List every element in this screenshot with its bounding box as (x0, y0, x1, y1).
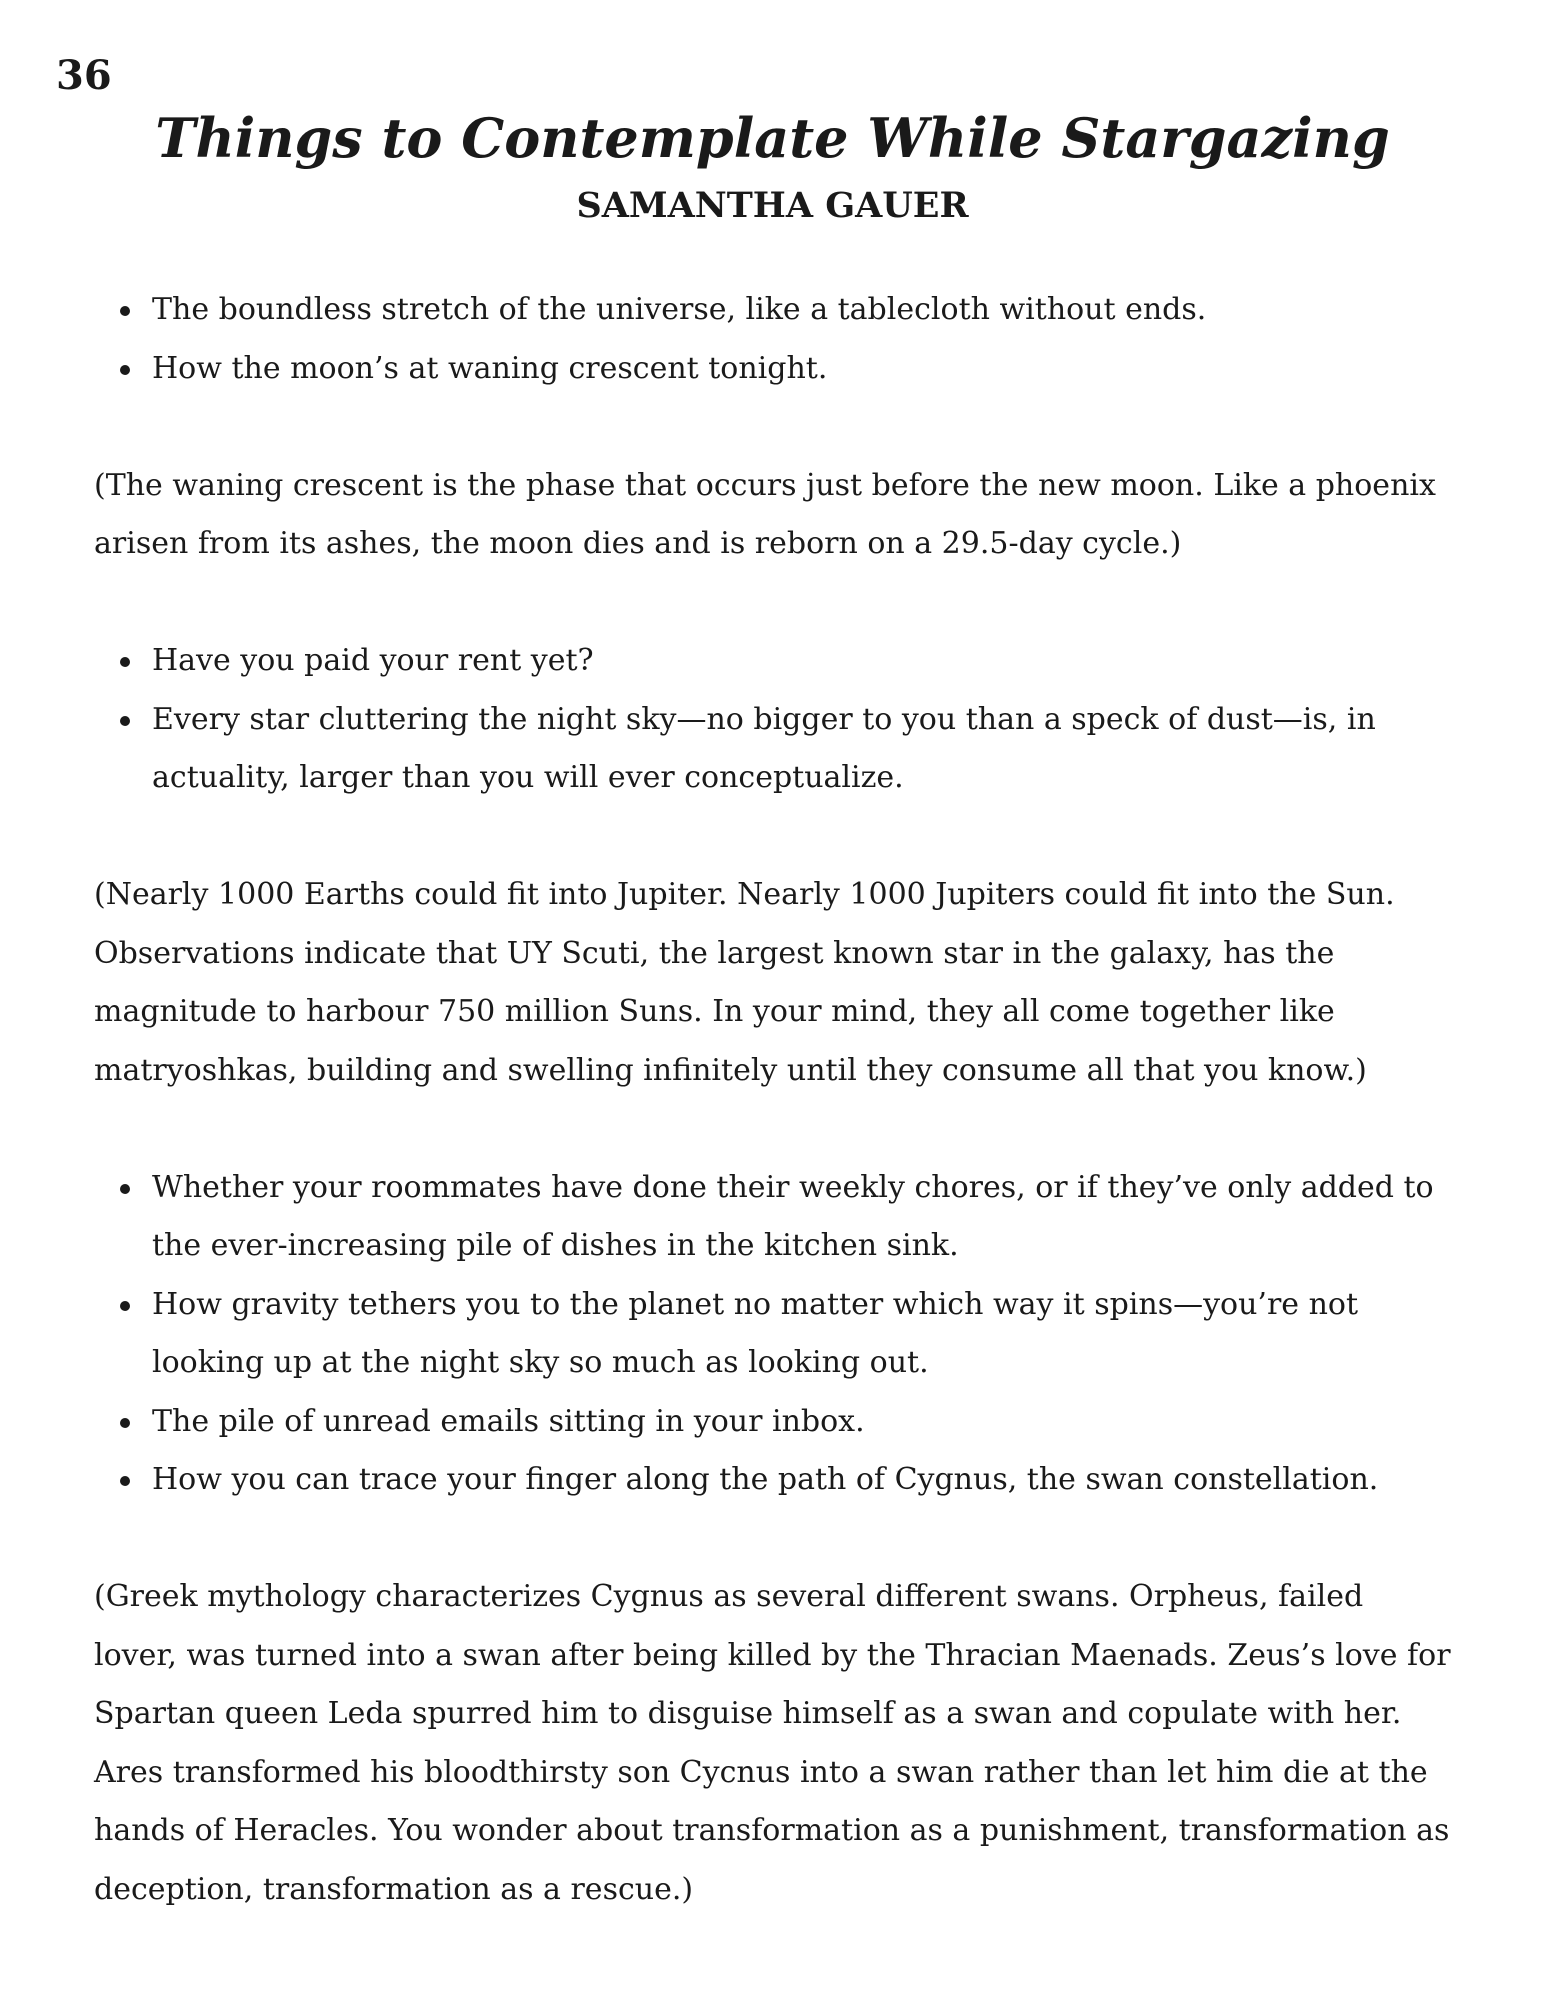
list-item: The boundless stretch of the universe, like a tablecloth without ends. (152, 281, 1454, 340)
bullet-list-2 (94, 632, 1454, 808)
page-number: 36 (56, 52, 112, 99)
list-item: Every star cluttering the night sky—no bigger to you than a speck of dust—is, in actuality, larger than you will ever conceptualize. (152, 691, 1454, 808)
parenthetical-note-3: (Greek mythology characterizes Cygnus as several different swans. Orpheus, failed lover, was turned into a swan after being killed by the Thracian Maenads. Zeus’s love for Spartan queen Leda spurred him to disguise himself as a swan and copulate with her. Ares transformed his bloodthirsty son Cycnus into a swan rather than let him die at the hands of Heracles. You wonder about transformation as a punishment, transformation as deception, transformation as a rescue.) (94, 1579, 1451, 1907)
poem-body (94, 281, 1454, 1919)
bullet-list-1 (94, 281, 1454, 398)
list-item: Whether your roommates have done their weekly chores, or if they’ve only added to the ever-increasing pile of dishes in the kitchen sink. (152, 1159, 1454, 1276)
list-item: How the moon’s at waning crescent tonight. (152, 340, 1454, 399)
bullet-list-3 (94, 1159, 1454, 1510)
list-item: Have you paid your rent yet? (152, 632, 1454, 691)
parenthetical-note-2: (Nearly 1000 Earths could fit into Jupiter. Nearly 1000 Jupiters could fit into the Sun. Observations indicate that UY Scuti, the largest known star in the galaxy, has the magnitude to harbour 750 million Suns. In your mind, they all come together like matryoshkas, building and swelling infinitely until they consume all that you know.) (94, 877, 1395, 1088)
list-item: How gravity tethers you to the planet no matter which way it spins—you’re not looking up at the night sky so much as looking out. (152, 1276, 1454, 1393)
author-name: SAMANTHA GAUER (576, 185, 969, 226)
parenthetical-note-1: (The waning crescent is the phase that occurs just before the new moon. Like a phoenix arisen from its ashes, the moon dies and is reborn on a 29.5-day cycle.) (94, 467, 1436, 561)
list-item: How you can trace your finger along the path of Cygnus, the swan constellation. (152, 1451, 1454, 1510)
list-item: The pile of unread emails sitting in your inbox. (152, 1393, 1454, 1452)
poem-title: Things to Contemplate While Stargazing (155, 106, 1390, 170)
